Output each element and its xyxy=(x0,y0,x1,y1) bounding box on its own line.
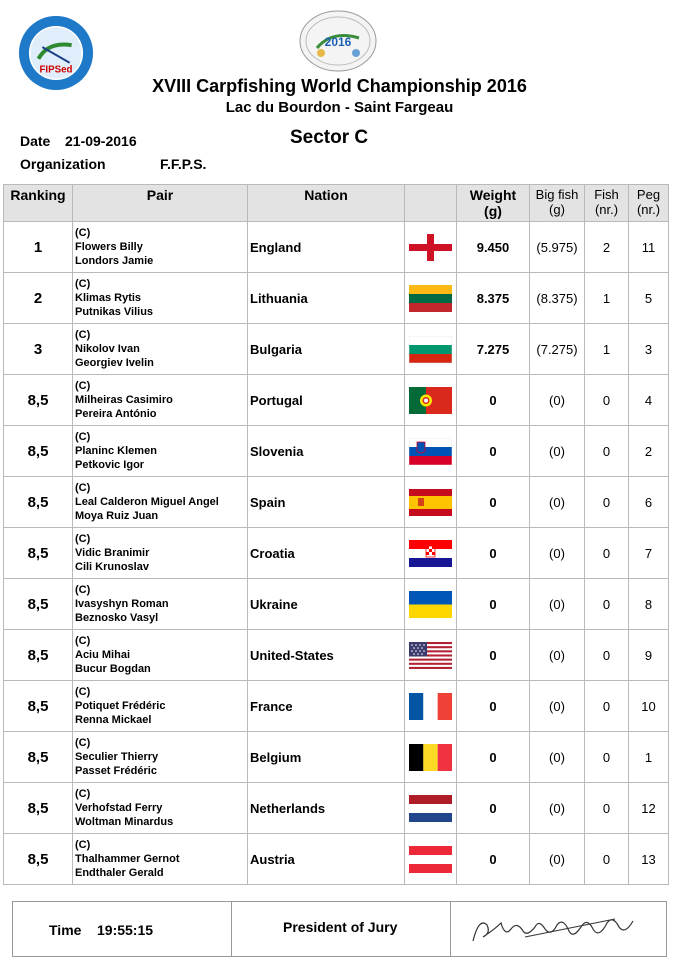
col-flag xyxy=(405,185,457,222)
col-fish xyxy=(585,185,629,222)
angler-1: Thalhammer Gernot xyxy=(75,853,180,865)
col-peg-line2: (nr.) xyxy=(636,202,661,217)
pair-cell xyxy=(73,375,248,426)
angler-2: Georgiev Ivelin xyxy=(75,357,154,369)
belgium-flag-icon xyxy=(409,744,452,771)
fish-count-cell: 0 xyxy=(585,477,629,528)
angler-2: Londors Jamie xyxy=(75,255,154,267)
flag-cell xyxy=(405,732,457,783)
rank-cell: 8,5 xyxy=(4,681,73,732)
ukraine-flag-icon xyxy=(409,591,452,618)
fish-count-cell: 0 xyxy=(585,681,629,732)
peg-cell: 13 xyxy=(629,834,669,885)
col-weight-line1: Weight xyxy=(469,187,517,203)
fish-count-cell: 0 xyxy=(585,375,629,426)
nation-cell: Austria xyxy=(248,834,405,885)
flag-cell xyxy=(405,681,457,732)
usa-flag-icon xyxy=(409,642,452,669)
flag-cell xyxy=(405,375,457,426)
nation-cell: England xyxy=(248,222,405,273)
fish-count-cell: 0 xyxy=(585,426,629,477)
bigfish-cell: (0) xyxy=(530,426,585,477)
angler-1: Vidic Branimir xyxy=(75,547,150,559)
organization-value: F.F.P.S. xyxy=(160,156,207,172)
lithuania-flag-icon xyxy=(409,285,452,312)
col-bigfish-line1: Big fish xyxy=(535,187,579,202)
weight-cell: 0 xyxy=(457,579,530,630)
table-row xyxy=(4,834,669,885)
angler-1: Seculier Thierry xyxy=(75,751,159,763)
pair-cell xyxy=(73,324,248,375)
organization-label: Organization xyxy=(20,156,106,172)
category-label: (C) xyxy=(75,788,91,800)
rank-cell: 8,5 xyxy=(4,783,73,834)
england-flag-icon xyxy=(409,234,452,261)
weight-cell: 0 xyxy=(457,375,530,426)
table-row xyxy=(4,528,669,579)
bigfish-cell: (0) xyxy=(530,528,585,579)
rank-cell: 8,5 xyxy=(4,834,73,885)
pair-cell xyxy=(73,732,248,783)
pair-cell xyxy=(73,477,248,528)
table-row xyxy=(4,681,669,732)
angler-2: Petkovic Igor xyxy=(75,459,145,471)
pair-cell xyxy=(73,579,248,630)
angler-1: Potiquet Frédéric xyxy=(75,700,166,712)
category-label: (C) xyxy=(75,635,91,647)
page-title: XVIII Carpfishing World Championship 2016 xyxy=(152,76,527,96)
portugal-flag-icon xyxy=(409,387,452,414)
signature-image xyxy=(465,907,645,951)
bigfish-cell: (0) xyxy=(530,783,585,834)
austria-flag-icon xyxy=(409,846,452,873)
peg-cell: 11 xyxy=(629,222,669,273)
footer-divider xyxy=(231,902,232,956)
date-value: 21-09-2016 xyxy=(65,133,137,149)
rank-cell: 2 xyxy=(4,273,73,324)
rank-cell: 8,5 xyxy=(4,375,73,426)
col-peg-line1: Peg xyxy=(636,187,661,202)
svg-text:2016: 2016 xyxy=(324,35,352,49)
weight-cell: 9.450 xyxy=(457,222,530,273)
bulgaria-flag-icon xyxy=(409,336,452,363)
date-label: Date xyxy=(20,133,51,149)
pair-cell xyxy=(73,273,248,324)
flag-cell xyxy=(405,783,457,834)
category-label: (C) xyxy=(75,839,91,851)
netherlands-flag-icon xyxy=(409,795,452,822)
table-header-row xyxy=(4,185,669,222)
weight-cell: 8.375 xyxy=(457,273,530,324)
rank-cell: 8,5 xyxy=(4,426,73,477)
table-row xyxy=(4,630,669,681)
bigfish-cell: (5.975) xyxy=(530,222,585,273)
peg-cell: 5 xyxy=(629,273,669,324)
flag-cell xyxy=(405,528,457,579)
results-table xyxy=(3,184,669,885)
col-ranking: Ranking xyxy=(4,185,73,222)
fish-count-cell: 0 xyxy=(585,834,629,885)
angler-1: Ivasyshyn Roman xyxy=(75,598,169,610)
nation-cell: United-States xyxy=(248,630,405,681)
peg-cell: 4 xyxy=(629,375,669,426)
category-label: (C) xyxy=(75,482,91,494)
flag-cell xyxy=(405,579,457,630)
weight-cell: 0 xyxy=(457,783,530,834)
fish-count-cell: 0 xyxy=(585,630,629,681)
weight-cell: 0 xyxy=(457,630,530,681)
nation-cell: Croatia xyxy=(248,528,405,579)
weight-cell: 0 xyxy=(457,681,530,732)
table-row xyxy=(4,324,669,375)
france-flag-icon xyxy=(409,693,452,720)
angler-1: Planinc Klemen xyxy=(75,445,157,457)
nation-cell: France xyxy=(248,681,405,732)
pair-cell xyxy=(73,681,248,732)
pair-cell xyxy=(73,528,248,579)
col-nation: Nation xyxy=(248,185,405,222)
time-label: Time xyxy=(49,922,82,938)
col-weight xyxy=(457,185,530,222)
angler-2: Woltman Minardus xyxy=(75,816,174,828)
fish-count-cell: 0 xyxy=(585,528,629,579)
pair-cell xyxy=(73,222,248,273)
footer-box xyxy=(12,901,667,957)
peg-cell: 8 xyxy=(629,579,669,630)
nation-cell: Bulgaria xyxy=(248,324,405,375)
table-row xyxy=(4,579,669,630)
flag-cell xyxy=(405,273,457,324)
bigfish-cell: (0) xyxy=(530,477,585,528)
flag-cell xyxy=(405,630,457,681)
table-row xyxy=(4,273,669,324)
nation-cell: Portugal xyxy=(248,375,405,426)
rank-cell: 3 xyxy=(4,324,73,375)
nation-cell: Netherlands xyxy=(248,783,405,834)
flag-cell xyxy=(405,324,457,375)
angler-1: Flowers Billy xyxy=(75,241,143,253)
table-row xyxy=(4,375,669,426)
angler-2: Cili Krunoslav xyxy=(75,561,149,573)
angler-1: Milheiras Casimiro xyxy=(75,394,173,406)
col-fish-line2: (nr.) xyxy=(594,202,619,217)
pair-cell xyxy=(73,834,248,885)
president-of-jury-label: President of Jury xyxy=(283,919,398,935)
fish-count-cell: 1 xyxy=(585,273,629,324)
category-label: (C) xyxy=(75,584,91,596)
angler-2: Bucur Bogdan xyxy=(75,663,151,675)
peg-cell: 6 xyxy=(629,477,669,528)
angler-1: Nikolov Ivan xyxy=(75,343,140,355)
fish-count-cell: 0 xyxy=(585,732,629,783)
flag-cell xyxy=(405,477,457,528)
rank-cell: 8,5 xyxy=(4,732,73,783)
category-label: (C) xyxy=(75,329,91,341)
weight-cell: 0 xyxy=(457,732,530,783)
fish-count-cell: 1 xyxy=(585,324,629,375)
peg-cell: 3 xyxy=(629,324,669,375)
peg-cell: 7 xyxy=(629,528,669,579)
peg-cell: 10 xyxy=(629,681,669,732)
rank-cell: 8,5 xyxy=(4,630,73,681)
fish-count-cell: 0 xyxy=(585,579,629,630)
fish-count-cell: 2 xyxy=(585,222,629,273)
bigfish-cell: (0) xyxy=(530,681,585,732)
col-bigfish-line2: (g) xyxy=(549,202,565,217)
table-row xyxy=(4,783,669,834)
time-value: 19:55:15 xyxy=(97,922,154,938)
page-subtitle: Lac du Bourdon - Saint Fargeau xyxy=(225,99,454,116)
category-label: (C) xyxy=(75,737,91,749)
weight-cell: 0 xyxy=(457,477,530,528)
rank-cell: 8,5 xyxy=(4,528,73,579)
table-row xyxy=(4,426,669,477)
pair-cell xyxy=(73,783,248,834)
bigfish-cell: (8.375) xyxy=(530,273,585,324)
angler-2: Renna Mickael xyxy=(75,714,152,726)
flag-cell xyxy=(405,222,457,273)
championship-logo xyxy=(297,8,379,74)
col-bigfish xyxy=(530,185,585,222)
nation-cell: Lithuania xyxy=(248,273,405,324)
angler-2: Endthaler Gerald xyxy=(75,867,164,879)
nation-cell: Ukraine xyxy=(248,579,405,630)
rank-cell: 1 xyxy=(4,222,73,273)
pair-cell xyxy=(73,426,248,477)
footer-divider xyxy=(450,902,451,956)
angler-1: Leal Calderon Miguel Angel xyxy=(75,496,219,508)
category-label: (C) xyxy=(75,533,91,545)
col-peg xyxy=(629,185,669,222)
bigfish-cell: (7.275) xyxy=(530,324,585,375)
flag-cell xyxy=(405,426,457,477)
category-label: (C) xyxy=(75,278,91,290)
angler-2: Putnikas Vilius xyxy=(75,306,154,318)
angler-1: Klimas Rytis xyxy=(75,292,142,304)
svg-text:FIPSed: FIPSed xyxy=(39,64,73,76)
category-label: (C) xyxy=(75,380,91,392)
bigfish-cell: (0) xyxy=(530,375,585,426)
rank-cell: 8,5 xyxy=(4,477,73,528)
table-row xyxy=(4,222,669,273)
bigfish-cell: (0) xyxy=(530,630,585,681)
peg-cell: 2 xyxy=(629,426,669,477)
angler-1: Verhofstad Ferry xyxy=(75,802,163,814)
peg-cell: 9 xyxy=(629,630,669,681)
col-fish-line1: Fish xyxy=(594,187,619,202)
weight-cell: 0 xyxy=(457,834,530,885)
bigfish-cell: (0) xyxy=(530,732,585,783)
col-pair: Pair xyxy=(73,185,248,222)
bigfish-cell: (0) xyxy=(530,834,585,885)
category-label: (C) xyxy=(75,431,91,443)
pair-cell xyxy=(73,630,248,681)
weight-cell: 0 xyxy=(457,426,530,477)
weight-cell: 7.275 xyxy=(457,324,530,375)
sector-title: Sector C xyxy=(290,127,369,148)
angler-1: Aciu Mihai xyxy=(75,649,131,661)
slovenia-flag-icon xyxy=(409,438,452,465)
nation-cell: Belgium xyxy=(248,732,405,783)
table-row xyxy=(4,477,669,528)
rank-cell: 8,5 xyxy=(4,579,73,630)
angler-2: Passet Frédéric xyxy=(75,765,157,777)
category-label: (C) xyxy=(75,686,91,698)
table-row xyxy=(4,732,669,783)
angler-2: Beznosko Vasyl xyxy=(75,612,159,624)
flag-cell xyxy=(405,834,457,885)
angler-2: Moya Ruiz Juan xyxy=(75,510,159,522)
peg-cell: 12 xyxy=(629,783,669,834)
croatia-flag-icon xyxy=(409,540,452,567)
fish-count-cell: 0 xyxy=(585,783,629,834)
angler-2: Pereira António xyxy=(75,408,157,420)
spain-flag-icon xyxy=(409,489,452,516)
nation-cell: Spain xyxy=(248,477,405,528)
weight-cell: 0 xyxy=(457,528,530,579)
col-weight-line2: (g) xyxy=(484,203,502,219)
peg-cell: 1 xyxy=(629,732,669,783)
category-label: (C) xyxy=(75,227,91,239)
nation-cell: Slovenia xyxy=(248,426,405,477)
bigfish-cell: (0) xyxy=(530,579,585,630)
